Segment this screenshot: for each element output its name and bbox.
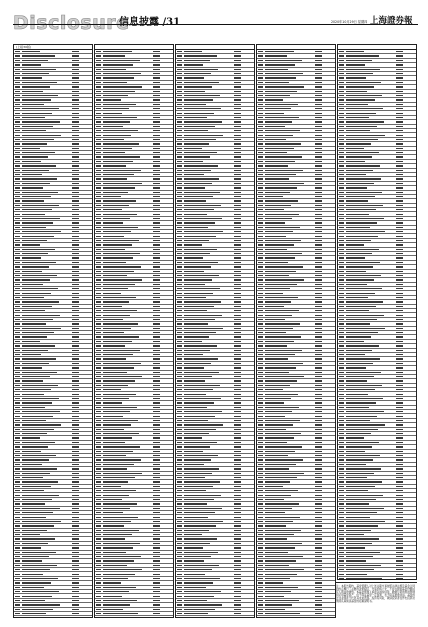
newspaper-logo: 上海證券報 — [370, 16, 413, 26]
masthead — [13, 11, 418, 39]
footnote-notice — [335, 582, 417, 617]
table-row — [338, 577, 416, 580]
column-header: (上接30版) — [14, 45, 92, 50]
table-column-1 — [13, 44, 93, 618]
brand-title: Disclosure — [13, 12, 130, 34]
table-column-5 — [337, 44, 417, 580]
table-rows — [95, 50, 173, 618]
table-row — [14, 616, 92, 618]
disclosure-tables — [13, 44, 418, 618]
table-rows — [176, 50, 254, 618]
notice-text: 注：本报告期内，基金管理人对上述关联交易按照法律法规及基金合同的约定履行了必要的决策程序，交易价格公允，不存在损害基金份额持有人利益的情形。本基金管理人承诺以诚实信用、勤勉尽责的原则管理和运用基金资产，但不保证基金一定盈利，也不保证最低收益。基金的过往业绩并不代表其未来表现。投资有风险，敬请投资者在作出投资决策前认真阅读基金的招募说明书。 — [336, 585, 415, 604]
table-rows — [257, 50, 335, 618]
table-rows — [338, 50, 416, 580]
section-title: 信息披露 /31 — [119, 17, 181, 28]
masthead-rule — [13, 24, 418, 25]
table-row — [95, 616, 173, 618]
table-column-4 — [256, 44, 336, 618]
table-column-3 — [175, 44, 255, 618]
table-row — [176, 616, 254, 618]
dateline: 2020年10月29日 星期四 — [331, 20, 368, 24]
table-column-2 — [94, 44, 174, 618]
table-rows — [14, 50, 92, 618]
table-row — [257, 616, 335, 618]
